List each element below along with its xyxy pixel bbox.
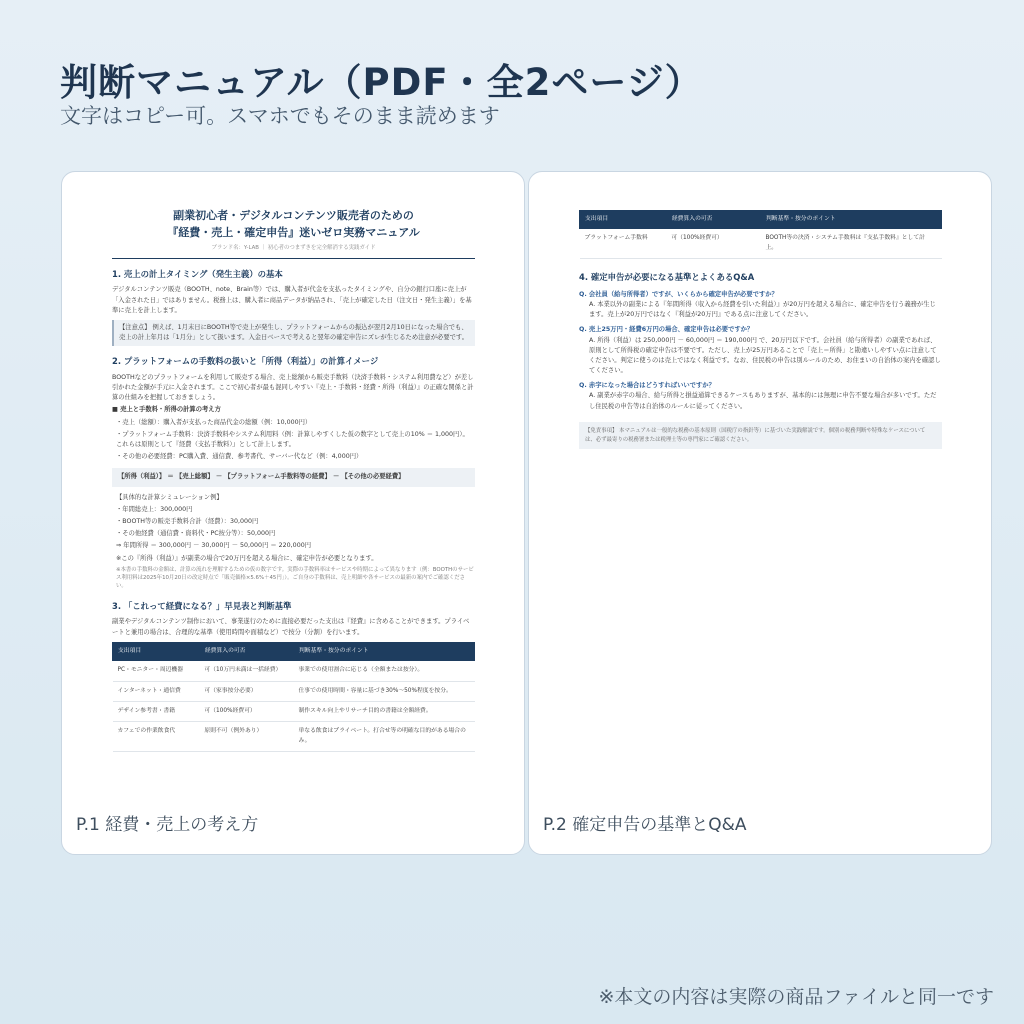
table-cell: 原則不可（例外あり）	[199, 722, 293, 752]
footer-note: ※本文の内容は実際の商品ファイルと同一です	[598, 986, 994, 1008]
table-header: 判断基準・按分のポイント	[760, 211, 941, 229]
list-item: ・年間総売上：300,000円	[116, 505, 193, 513]
table-cell: PC・モニター・周辺機器	[113, 661, 200, 681]
section-4-heading: 4. 確定申告が必要になる基準とよくあるQ&A	[579, 272, 755, 283]
qa-question: Q. 会社員（給与所得者）ですが、いくらから確定申告が必要ですか？	[579, 290, 778, 298]
list-item: ・BOOTH等の販売手数料合計（経費）：30,000円	[116, 517, 259, 525]
doc-title	[112, 208, 475, 241]
qa-answer: A. 副業が赤字の場合、給与所得と損益通算できるケースもありますが、基本的には無理に申告不要な場合が多いです。ただし住民税の申告等は自治体のルールに従ってください。	[589, 392, 937, 410]
table-row	[113, 722, 475, 752]
table-cell: 可（10万円未満は一括経費）	[199, 661, 293, 681]
document-page-2	[579, 210, 942, 449]
qa-question: Q. 売上25万円・経費6万円の場合、確定申告は必要ですか？	[579, 326, 754, 334]
list-item: ・売上（総額）：購入者が支払った商品代金の総額（例：10,000円）	[116, 418, 312, 426]
table-cell: 制作スキル向上やリサーチ目的の書籍は全額経費。	[293, 702, 474, 722]
table-cell: 単なる飲食はプライベート。打合せ等の明確な目的がある場合のみ。	[293, 722, 474, 752]
table-header: 経費算入の可否	[199, 642, 293, 660]
page-preview-1[interactable]	[61, 171, 525, 855]
section-3-heading: 3. 「これって経費になる？」早見表と判断基準	[112, 600, 292, 611]
table-header: 支出項目	[580, 211, 667, 229]
table-cell: 可（家事按分必要）	[199, 681, 293, 701]
qa-question: Q. 赤字になった場合はどうすればいいですか？	[579, 382, 715, 390]
doc-title-line-1: 副業初心者・デジタルコンテンツ販売者のための	[173, 209, 414, 222]
doc-title-line-2: 『経費・売上・確定申告』迷いゼロ実務マニュアル	[167, 225, 420, 239]
table-cell: インターネット・通信費	[113, 681, 200, 701]
section-3-body: 副業やデジタルコンテンツ制作において、事業遂行のために直接必要だった支出は『経費』に含めることができます。プライベートと兼用の場合は、合理的な基準（使用時間や面積など）で按分（分割）を行います。	[112, 618, 470, 636]
section-2-list	[112, 418, 475, 463]
qa-answer: A. 所得（利益）は 250,000円 － 60,000円 ＝ 190,000円 で、20万円以下です。会社員（給与所得者）の副業であれば、原則として所得税の確定申告は不要です。ただし、売上が25万円あることで「売上＝所得」と勘違いしやすい点に注意してください。判定に使うのは売上ではなく利益です。なお、住民税の申告は別ルールのため、お住まいの自治体の案内を確認してください。	[589, 336, 941, 375]
table-cell: デザイン参考書・書籍	[113, 702, 200, 722]
table-cell: BOOTH等の決済・システム手数料は『支払手数料』として計上。	[760, 229, 941, 259]
page-2-caption: P.2 確定申告の基準とQ&A	[543, 815, 747, 835]
table-cell: 仕事での使用時間・容量に基づき30%〜50%程度を按分。	[293, 681, 474, 701]
page-title: 判断マニュアル（PDF・全2ページ）	[60, 61, 703, 104]
doc-meta: ブランド名：Y-LAB ｜ 初心者のつまずきを完全解消する実践ガイド	[112, 244, 475, 259]
list-item: ※この『所得（利益）』が副業の場合で20万円を超える場合に、確定申告が必要となります。	[116, 554, 378, 562]
expense-table-continued	[579, 210, 942, 259]
page-subtitle: 文字はコピー可。スマホでもそのまま読めます	[60, 104, 500, 128]
table-row	[113, 702, 475, 722]
table-row	[580, 229, 942, 259]
section-1-body: デジタルコンテンツ販売（BOOTH、note、Brain等）では、購入者が代金を支払ったタイミングや、自分の銀行口座に売上が「入金された日」ではありません。税務上は、購入者に商品データが納品され、「売上が確定した日（注文日・発生主義）」を基準に売上を計上します。	[112, 286, 472, 314]
table-cell: プラットフォーム手数料	[580, 229, 667, 259]
simulation-note: ※本書の手数料の金額は、計算の流れを理解するための仮の数字です。実際の手数料率はサービスや時期によって異なります（例：BOOTHのサービス利用料は2025年10月20日の改定時点で「販売価格×5.6%＋45円」）。ご自身の手数料は、売上明細や各サービスの最新の案内でご確認ください。	[116, 566, 474, 590]
list-item: ・その他の必要経費：PC購入費、通信費、参考書代、サーバー代など（例：4,000円）	[116, 453, 363, 461]
list-item: ・プラットフォーム手数料：決済手数料やシステム利用料（例：計算しやすくした仮の数字として売上の10% ＝ 1,000円）。これらは原則として『経費（支払手数料）』として計上します。	[116, 430, 469, 449]
table-row	[113, 661, 475, 681]
table-cell: 可（100%経費可）	[199, 702, 293, 722]
table-header: 判断基準・按分のポイント	[293, 642, 474, 660]
simulation-title: 【具体的な計算シミュレーション例】	[116, 493, 223, 501]
section-1-note: 【注意点】 例えば、1月末日にBOOTH等で売上が発生し、プラットフォームからの振込が翌月2月10日になった場合でも、売上の計上年月は「1月分」として扱います。入金日ベースで考えると翌年の確定申告にズレが生じるため注意が必要です。	[112, 320, 475, 346]
disclaimer: 【免責事項】 本マニュアルは一般的な税務の基本原則（国税庁の指針等）に基づいた実践解説です。個別の税務判断や特殊なケースについては、必ず最寄りの税務署または税理士等の専門家にご確認ください。	[579, 422, 942, 450]
simulation-block	[112, 493, 475, 591]
table-header: 支出項目	[113, 642, 200, 660]
section-2-heading: 2. プラットフォームの手数料の扱いと「所得（利益）」の計算イメージ	[112, 356, 379, 367]
table-cell: 事業での使用割合に応じる（全額または按分）。	[293, 661, 474, 681]
table-cell: カフェでの作業飲食代	[113, 722, 200, 752]
profit-formula: 【所得（利益）】 ＝ 【売上総額】 － 【プラットフォーム手数料等の経費】 － 【その他の必要経費】	[112, 468, 475, 486]
table-cell: 可（100%経費可）	[666, 229, 760, 259]
section-2-body: BOOTHなどのプラットフォームを利用して販売する場合、売上総額から販売手数料（決済手数料・システム利用費など）が差し引かれた金額が手元に入金されます。ここで初心者が最も混同しやすい『売上・手数料・経費・所得（利益）』の正確な関係と計算の仕組みを把握しておきましょう。	[112, 373, 474, 402]
section-2-subheading: ■ 売上と手数料・所得の計算の考え方	[112, 406, 221, 414]
table-header: 経費算入の可否	[666, 211, 760, 229]
table-row	[113, 681, 475, 701]
list-item: ・その他経費（通信費・資料代・PC按分等）：50,000円	[116, 530, 276, 538]
section-1-heading: 1. 売上の計上タイミング（発生主義）の基本	[112, 268, 283, 279]
page-preview-2[interactable]	[528, 171, 992, 855]
qa-answer: A. 本業以外の副業による『年間所得（収入から経費を引いた利益）』が20万円を超える場合に、確定申告を行う義務が生じます。売上が20万円ではなく『利益が20万円』である点に注意してください。	[589, 300, 936, 319]
qa-list	[579, 290, 942, 412]
document-page-1	[112, 208, 475, 752]
expense-table	[112, 642, 475, 752]
page-1-caption: P.1 経費・売上の考え方	[76, 815, 259, 835]
list-item: ⇒ 年間所得 ＝ 300,000円 － 30,000円 － 50,000円 ＝ 220,000円	[116, 542, 311, 550]
